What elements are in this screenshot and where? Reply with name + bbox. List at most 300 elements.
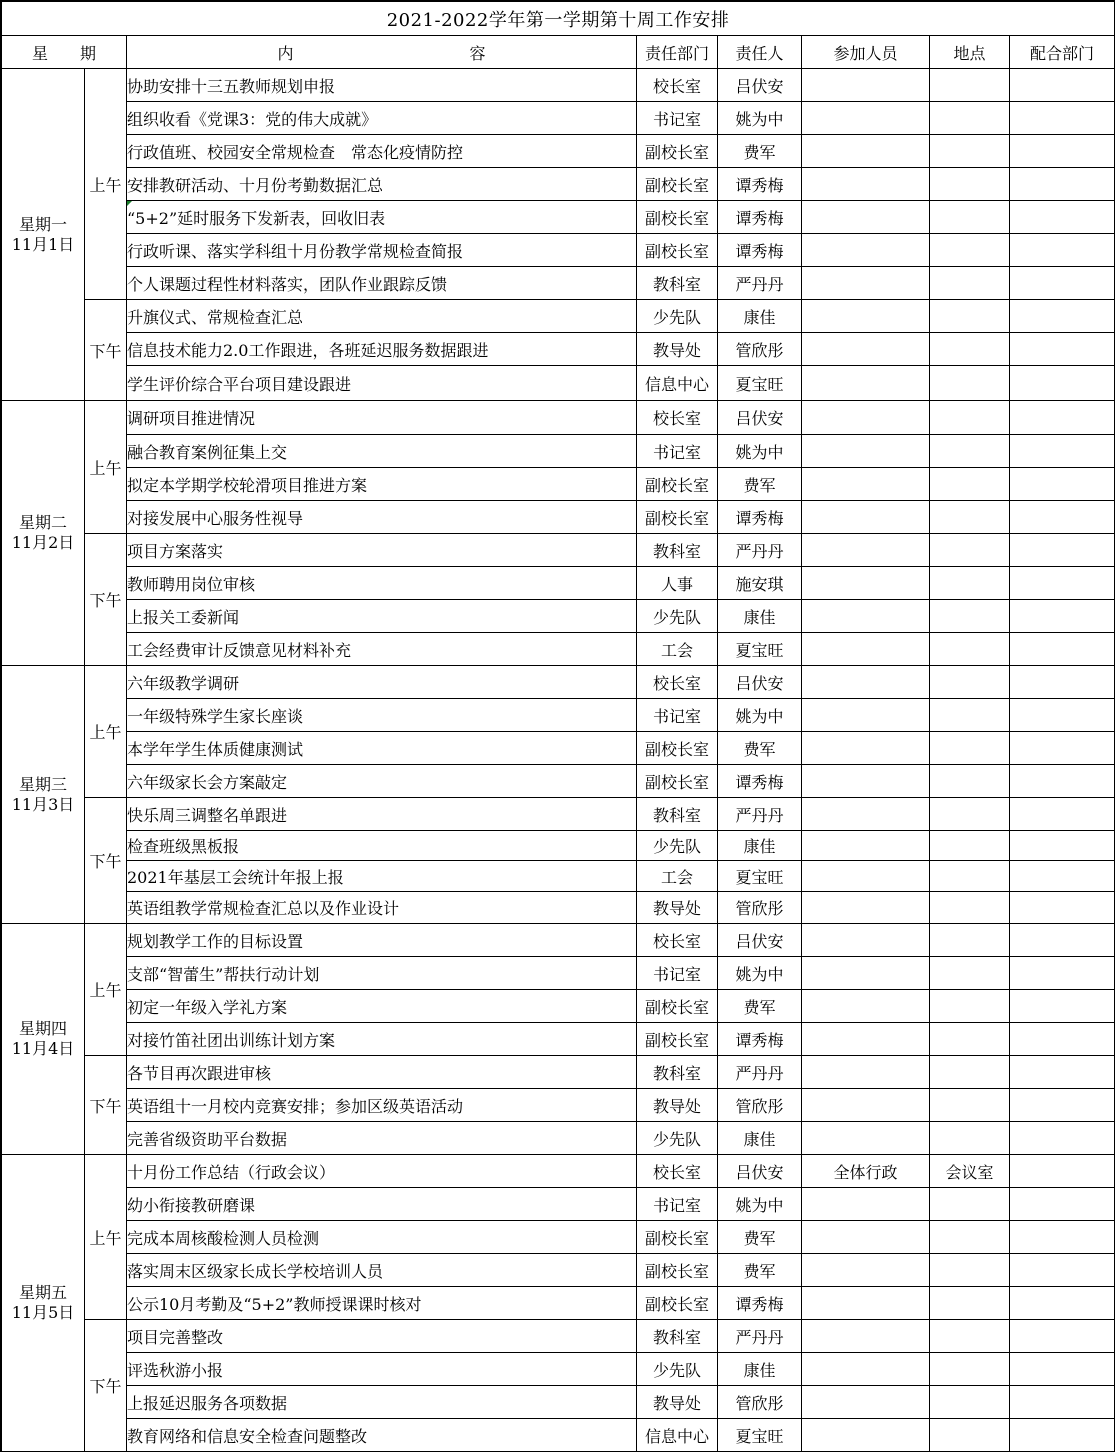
cell-dept: 副校长室 xyxy=(637,168,718,201)
cell-coop xyxy=(1010,600,1115,633)
cell-person: 严丹丹 xyxy=(718,798,802,831)
page-title: 2021-2022学年第一学期第十周工作安排 xyxy=(2,2,1115,36)
table-row xyxy=(2,765,1115,798)
header-location: 地点 xyxy=(930,36,1010,69)
cell-content: 融合教育案例征集上交 xyxy=(127,435,637,468)
cell-person: 康佳 xyxy=(718,1353,802,1386)
table-row xyxy=(2,1155,1115,1188)
cell-person: 管欣彤 xyxy=(718,1089,802,1122)
cell-dept: 书记室 xyxy=(637,699,718,732)
cell-coop xyxy=(1010,1419,1115,1452)
table-row xyxy=(2,861,1115,892)
cell-person: 姚为中 xyxy=(718,957,802,990)
cell-participants xyxy=(802,69,930,102)
day-name: 星期五 xyxy=(18,1283,67,1302)
cell-content: 调研项目推进情况 xyxy=(127,401,637,435)
cell-dept: 人事 xyxy=(637,567,718,600)
cell-dept: 校长室 xyxy=(637,666,718,699)
cell-dept: 书记室 xyxy=(637,957,718,990)
cell-coop xyxy=(1010,135,1115,168)
cell-coop xyxy=(1010,401,1115,435)
cell-participants xyxy=(802,567,930,600)
header-day: 星 期 xyxy=(2,36,127,69)
table-row xyxy=(2,1320,1115,1353)
cell-location xyxy=(930,135,1010,168)
cell-location xyxy=(930,1419,1010,1452)
cell-dept: 少先队 xyxy=(637,600,718,633)
day-date: 11月4日 xyxy=(11,1039,75,1058)
cell-participants xyxy=(802,201,930,234)
cell-location xyxy=(930,102,1010,135)
period-pm: 下午 xyxy=(85,798,127,924)
day-date: 11月5日 xyxy=(11,1303,75,1322)
cell-coop xyxy=(1010,267,1115,300)
table-row xyxy=(2,600,1115,633)
cell-coop xyxy=(1010,1155,1115,1188)
cell-person: 费军 xyxy=(718,468,802,501)
cell-dept: 副校长室 xyxy=(637,1254,718,1287)
table-row xyxy=(2,333,1115,366)
table-row xyxy=(2,1056,1115,1089)
table-row xyxy=(2,699,1115,732)
cell-person: 夏宝旺 xyxy=(718,633,802,666)
cell-participants: 全体行政 xyxy=(802,1155,930,1188)
cell-coop xyxy=(1010,1320,1115,1353)
cell-location xyxy=(930,1287,1010,1320)
cell-dept: 副校长室 xyxy=(637,1287,718,1320)
cell-person: 谭秀梅 xyxy=(718,234,802,267)
cell-participants xyxy=(802,924,930,957)
cell-participants xyxy=(802,102,930,135)
cell-participants xyxy=(802,666,930,699)
table-row xyxy=(2,732,1115,765)
cell-location xyxy=(930,1188,1010,1221)
cell-coop xyxy=(1010,1221,1115,1254)
cell-content: 上报延迟服务各项数据 xyxy=(127,1386,637,1419)
cell-person: 谭秀梅 xyxy=(718,168,802,201)
header-row xyxy=(2,36,1115,69)
cell-coop xyxy=(1010,924,1115,957)
cell-dept: 少先队 xyxy=(637,300,718,333)
table-row xyxy=(2,892,1115,924)
table-row xyxy=(2,957,1115,990)
cell-location xyxy=(930,468,1010,501)
cell-location xyxy=(930,366,1010,401)
cell-participants xyxy=(802,1023,930,1056)
cell-participants xyxy=(802,1386,930,1419)
cell-location xyxy=(930,1254,1010,1287)
cell-participants xyxy=(802,366,930,401)
cell-coop xyxy=(1010,234,1115,267)
cell-participants xyxy=(802,1419,930,1452)
cell-dept: 副校长室 xyxy=(637,468,718,501)
day-cell xyxy=(2,1155,85,1452)
cell-person: 管欣彤 xyxy=(718,1386,802,1419)
cell-coop xyxy=(1010,1122,1115,1155)
cell-location xyxy=(930,201,1010,234)
cell-participants xyxy=(802,1221,930,1254)
cell-coop xyxy=(1010,831,1115,861)
cell-coop xyxy=(1010,861,1115,892)
cell-dept: 教导处 xyxy=(637,1386,718,1419)
cell-dept: 少先队 xyxy=(637,1353,718,1386)
period-am: 上午 xyxy=(85,401,127,534)
cell-person: 费军 xyxy=(718,732,802,765)
schedule-table xyxy=(1,1,1115,1452)
cell-dept: 教导处 xyxy=(637,333,718,366)
cell-person: 夏宝旺 xyxy=(718,861,802,892)
period-pm: 下午 xyxy=(85,534,127,666)
cell-coop xyxy=(1010,765,1115,798)
cell-location xyxy=(930,957,1010,990)
table-row xyxy=(2,267,1115,300)
cell-content: 英语组十一月校内竞赛安排；参加区级英语活动 xyxy=(127,1089,637,1122)
table-row xyxy=(2,234,1115,267)
cell-person: 康佳 xyxy=(718,831,802,861)
cell-location xyxy=(930,831,1010,861)
cell-content: 行政值班、校园安全常规检查 常态化疫情防控 xyxy=(127,135,637,168)
cell-dept: 信息中心 xyxy=(637,366,718,401)
schedule-body xyxy=(2,2,1115,1452)
cell-person: 严丹丹 xyxy=(718,267,802,300)
table-row xyxy=(2,567,1115,600)
cell-content: 落实周末区级家长成长学校培训人员 xyxy=(127,1254,637,1287)
table-row xyxy=(2,435,1115,468)
cell-location xyxy=(930,69,1010,102)
cell-dept: 校长室 xyxy=(637,69,718,102)
table-row xyxy=(2,468,1115,501)
cell-participants xyxy=(802,135,930,168)
period-am: 上午 xyxy=(85,924,127,1056)
cell-coop xyxy=(1010,1023,1115,1056)
cell-content: 快乐周三调整名单跟进 xyxy=(127,798,637,831)
cell-participants xyxy=(802,1089,930,1122)
cell-content: 完善省级资助平台数据 xyxy=(127,1122,637,1155)
table-row xyxy=(2,990,1115,1023)
cell-content: 六年级家长会方案敲定 xyxy=(127,765,637,798)
cell-coop xyxy=(1010,501,1115,534)
cell-person: 谭秀梅 xyxy=(718,765,802,798)
header-dept: 责任部门 xyxy=(637,36,718,69)
cell-person: 姚为中 xyxy=(718,435,802,468)
cell-dept: 副校长室 xyxy=(637,1221,718,1254)
table-row xyxy=(2,831,1115,861)
table-row xyxy=(2,300,1115,333)
table-row xyxy=(2,135,1115,168)
cell-coop xyxy=(1010,633,1115,666)
cell-participants xyxy=(802,633,930,666)
cell-coop xyxy=(1010,468,1115,501)
cell-content: 幼小衔接教研磨课 xyxy=(127,1188,637,1221)
cell-location xyxy=(930,501,1010,534)
header-person: 责任人 xyxy=(718,36,802,69)
cell-person: 谭秀梅 xyxy=(718,1023,802,1056)
cell-content: 教师聘用岗位审核 xyxy=(127,567,637,600)
cell-coop xyxy=(1010,333,1115,366)
period-am: 上午 xyxy=(85,1155,127,1320)
cell-person: 谭秀梅 xyxy=(718,201,802,234)
cell-dept: 教导处 xyxy=(637,1089,718,1122)
cell-dept: 教科室 xyxy=(637,1320,718,1353)
cell-person: 谭秀梅 xyxy=(718,1287,802,1320)
cell-participants xyxy=(802,1287,930,1320)
cell-dept: 副校长室 xyxy=(637,135,718,168)
cell-dept: 校长室 xyxy=(637,401,718,435)
cell-coop xyxy=(1010,366,1115,401)
cell-content: 工会经费审计反馈意见材料补充 xyxy=(127,633,637,666)
cell-coop xyxy=(1010,534,1115,567)
cell-content: 学生评价综合平台项目建设跟进 xyxy=(127,366,637,401)
cell-coop xyxy=(1010,69,1115,102)
cell-coop xyxy=(1010,1353,1115,1386)
period-am: 上午 xyxy=(85,69,127,300)
table-row xyxy=(2,534,1115,567)
cell-coop xyxy=(1010,666,1115,699)
cell-content: 本学年学生体质健康测试 xyxy=(127,732,637,765)
cell-content: 检查班级黑板报 xyxy=(127,831,637,861)
cell-coop xyxy=(1010,892,1115,924)
cell-dept: 教导处 xyxy=(637,892,718,924)
day-date: 11月3日 xyxy=(11,794,75,814)
cell-location xyxy=(930,732,1010,765)
cell-location xyxy=(930,534,1010,567)
table-row xyxy=(2,1122,1115,1155)
cell-location xyxy=(930,1320,1010,1353)
cell-location xyxy=(930,401,1010,435)
cell-person: 姚为中 xyxy=(718,699,802,732)
cell-content: “5+2”延时服务下发新表，回收旧表 xyxy=(127,201,637,234)
cell-location xyxy=(930,333,1010,366)
table-row xyxy=(2,1221,1115,1254)
cell-person: 管欣彤 xyxy=(718,333,802,366)
table-row xyxy=(2,366,1115,401)
cell-person: 吕伏安 xyxy=(718,666,802,699)
cell-participants xyxy=(802,401,930,435)
cell-dept: 副校长室 xyxy=(637,990,718,1023)
day-date: 11月1日 xyxy=(11,234,75,254)
period-pm: 下午 xyxy=(85,300,127,401)
cell-coop xyxy=(1010,300,1115,333)
cell-content: 上报关工委新闻 xyxy=(127,600,637,633)
cell-location xyxy=(930,600,1010,633)
cell-location xyxy=(930,699,1010,732)
cell-participants xyxy=(802,1320,930,1353)
table-row xyxy=(2,401,1115,435)
cell-participants xyxy=(802,1254,930,1287)
cell-content: 英语组教学常规检查汇总以及作业设计 xyxy=(127,892,637,924)
cell-content: 个人课题过程性材料落实，团队作业跟踪反馈 xyxy=(127,267,637,300)
cell-participants xyxy=(802,699,930,732)
cell-dept: 副校长室 xyxy=(637,765,718,798)
title-row xyxy=(2,2,1115,36)
table-row xyxy=(2,501,1115,534)
cell-coop xyxy=(1010,1089,1115,1122)
day-cell xyxy=(2,69,85,401)
cell-coop xyxy=(1010,1386,1115,1419)
cell-coop xyxy=(1010,168,1115,201)
cell-location xyxy=(930,1353,1010,1386)
cell-person: 康佳 xyxy=(718,1122,802,1155)
table-row xyxy=(2,1353,1115,1386)
cell-person: 姚为中 xyxy=(718,102,802,135)
cell-coop xyxy=(1010,1056,1115,1089)
header-coop: 配合部门 xyxy=(1010,36,1115,69)
cell-dept: 副校长室 xyxy=(637,1023,718,1056)
cell-content: 六年级教学调研 xyxy=(127,666,637,699)
cell-person: 严丹丹 xyxy=(718,1056,802,1089)
day-cell xyxy=(2,401,85,666)
cell-person: 费军 xyxy=(718,1254,802,1287)
cell-participants xyxy=(802,534,930,567)
cell-location xyxy=(930,234,1010,267)
cell-person: 费军 xyxy=(718,990,802,1023)
cell-dept: 校长室 xyxy=(637,924,718,957)
cell-content: 组织收看《党课3：党的伟大成就》 xyxy=(127,102,637,135)
table-row xyxy=(2,102,1115,135)
cell-location xyxy=(930,990,1010,1023)
cell-content: 协助安排十三五教师规划申报 xyxy=(127,69,637,102)
cell-coop xyxy=(1010,1188,1115,1221)
cell-participants xyxy=(802,435,930,468)
cell-dept: 副校长室 xyxy=(637,234,718,267)
period-pm: 下午 xyxy=(85,1320,127,1452)
cell-location xyxy=(930,567,1010,600)
day-name: 星期四 xyxy=(18,1019,67,1038)
cell-participants xyxy=(802,300,930,333)
cell-location xyxy=(930,1056,1010,1089)
table-row xyxy=(2,924,1115,957)
cell-location xyxy=(930,892,1010,924)
header-participants: 参加人员 xyxy=(802,36,930,69)
cell-location xyxy=(930,798,1010,831)
cell-content: 对接发展中心服务性视导 xyxy=(127,501,637,534)
cell-participants xyxy=(802,957,930,990)
cell-dept: 副校长室 xyxy=(637,501,718,534)
cell-participants xyxy=(802,1056,930,1089)
cell-coop xyxy=(1010,102,1115,135)
cell-content: 拟定本学期学校轮滑项目推进方案 xyxy=(127,468,637,501)
header-content: 内 容 xyxy=(127,36,637,69)
table-row xyxy=(2,1386,1115,1419)
cell-person: 康佳 xyxy=(718,300,802,333)
cell-content: 规划教学工作的目标设置 xyxy=(127,924,637,957)
cell-person: 康佳 xyxy=(718,600,802,633)
cell-location: 会议室 xyxy=(930,1155,1010,1188)
cell-content: 项目方案落实 xyxy=(127,534,637,567)
cell-content: 行政听课、落实学科组十月份教学常规检查简报 xyxy=(127,234,637,267)
cell-location xyxy=(930,1221,1010,1254)
cell-person: 吕伏安 xyxy=(718,69,802,102)
cell-dept: 少先队 xyxy=(637,831,718,861)
cell-coop xyxy=(1010,435,1115,468)
cell-coop xyxy=(1010,1254,1115,1287)
cell-dept: 书记室 xyxy=(637,1188,718,1221)
cell-participants xyxy=(802,267,930,300)
cell-participants xyxy=(802,1188,930,1221)
cell-content: 一年级特殊学生家长座谈 xyxy=(127,699,637,732)
table-row xyxy=(2,1089,1115,1122)
table-row xyxy=(2,1188,1115,1221)
cell-content: 项目完善整改 xyxy=(127,1320,637,1353)
cell-person: 姚为中 xyxy=(718,1188,802,1221)
cell-participants xyxy=(802,468,930,501)
cell-person: 吕伏安 xyxy=(718,1155,802,1188)
cell-person: 管欣彤 xyxy=(718,892,802,924)
cell-coop xyxy=(1010,201,1115,234)
table-row xyxy=(2,201,1115,234)
cell-dept: 书记室 xyxy=(637,102,718,135)
cell-participants xyxy=(802,168,930,201)
cell-coop xyxy=(1010,732,1115,765)
cell-dept: 副校长室 xyxy=(637,201,718,234)
cell-location xyxy=(930,1386,1010,1419)
cell-location xyxy=(930,765,1010,798)
cell-content: 升旗仪式、常规检查汇总 xyxy=(127,300,637,333)
cell-coop xyxy=(1010,699,1115,732)
table-row xyxy=(2,666,1115,699)
cell-dept: 教科室 xyxy=(637,1056,718,1089)
cell-location xyxy=(930,666,1010,699)
cell-location xyxy=(930,300,1010,333)
cell-coop xyxy=(1010,990,1115,1023)
cell-participants xyxy=(802,1353,930,1386)
cell-coop xyxy=(1010,567,1115,600)
cell-participants xyxy=(802,861,930,892)
table-row xyxy=(2,168,1115,201)
day-name: 星期一 xyxy=(18,214,67,234)
cell-dept: 副校长室 xyxy=(637,732,718,765)
cell-content: 完成本周核酸检测人员检测 xyxy=(127,1221,637,1254)
table-row xyxy=(2,633,1115,666)
day-cell xyxy=(2,924,85,1155)
cell-person: 吕伏安 xyxy=(718,401,802,435)
cell-location xyxy=(930,861,1010,892)
table-row xyxy=(2,1419,1115,1452)
day-name: 星期三 xyxy=(18,774,67,794)
table-row xyxy=(2,1287,1115,1320)
cell-content: 对接竹笛社团出训练计划方案 xyxy=(127,1023,637,1056)
cell-content: 各节目再次跟进审核 xyxy=(127,1056,637,1089)
cell-content: 支部“智蕾生”帮扶行动计划 xyxy=(127,957,637,990)
cell-dept: 工会 xyxy=(637,861,718,892)
cell-content: 初定一年级入学礼方案 xyxy=(127,990,637,1023)
cell-content: 安排教研活动、十月份考勤数据汇总 xyxy=(127,168,637,201)
cell-dept: 校长室 xyxy=(637,1155,718,1188)
period-am: 上午 xyxy=(85,666,127,798)
cell-dept: 教科室 xyxy=(637,534,718,567)
cell-location xyxy=(930,1122,1010,1155)
cell-content: 教育网络和信息安全检查问题整改 xyxy=(127,1419,637,1452)
cell-participants xyxy=(802,600,930,633)
cell-participants xyxy=(802,333,930,366)
cell-location xyxy=(930,168,1010,201)
cell-dept: 教科室 xyxy=(637,798,718,831)
cell-person: 严丹丹 xyxy=(718,1320,802,1353)
cell-person: 费军 xyxy=(718,135,802,168)
cell-participants xyxy=(802,990,930,1023)
period-pm: 下午 xyxy=(85,1056,127,1155)
cell-dept: 工会 xyxy=(637,633,718,666)
day-cell xyxy=(2,666,85,924)
cell-participants xyxy=(802,1122,930,1155)
cell-location xyxy=(930,267,1010,300)
cell-person: 谭秀梅 xyxy=(718,501,802,534)
day-date: 11月2日 xyxy=(11,533,75,552)
table-row xyxy=(2,798,1115,831)
cell-dept: 书记室 xyxy=(637,435,718,468)
cell-person: 费军 xyxy=(718,1221,802,1254)
cell-dept: 少先队 xyxy=(637,1122,718,1155)
